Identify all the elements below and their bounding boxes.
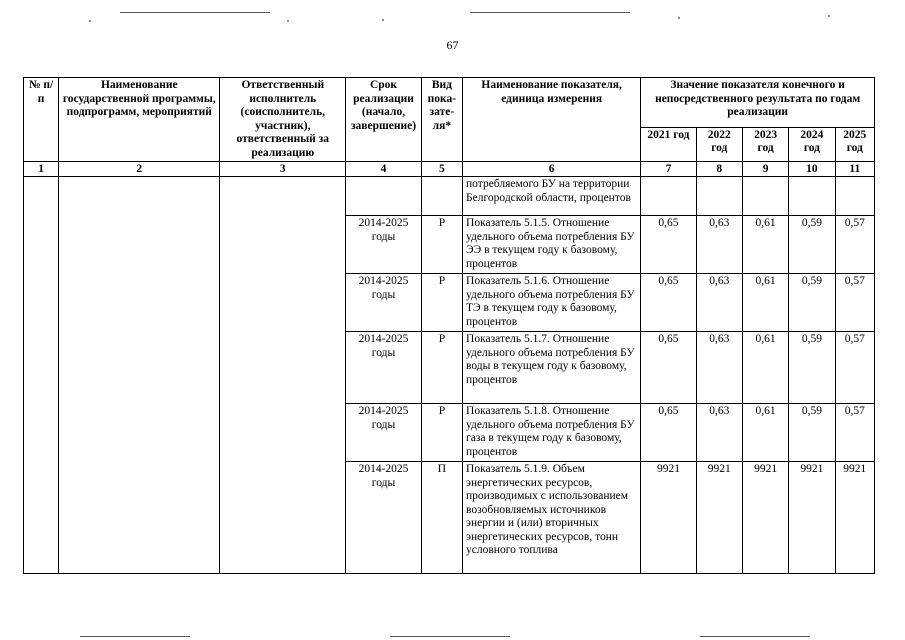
cell-period: 2014-2025 годы xyxy=(346,462,422,574)
cell-value-2021: 0,65 xyxy=(641,274,696,332)
scan-top-edge-line xyxy=(120,12,270,13)
column-numbers-row xyxy=(24,162,875,177)
cell-value-2024: 9921 xyxy=(789,462,835,574)
cell-value-2025: 0,57 xyxy=(835,274,874,332)
cell-value-2024: 0,59 xyxy=(789,404,835,462)
table-row xyxy=(24,177,875,216)
cell-period: 2014-2025 годы xyxy=(346,332,422,404)
scan-bottom-edge-line xyxy=(80,636,190,637)
column-number: 11 xyxy=(835,162,874,177)
cell-indicator: потребляемого БУ на территории Белгородской области, процентов xyxy=(463,177,641,216)
cell-value-2025: 0,57 xyxy=(835,332,874,404)
cell-value-2022: 9921 xyxy=(696,462,742,574)
cell-value-2022: 0,63 xyxy=(696,216,742,274)
cell-value-2023: 9921 xyxy=(742,462,788,574)
cell-period: 2014-2025 годы xyxy=(346,216,422,274)
header-col-program: Наименование государственной программы, подпрограмм, мероприятий xyxy=(59,78,220,162)
scan-bottom-edge-line xyxy=(390,636,510,637)
cell-value-2023: 0,61 xyxy=(742,216,788,274)
scan-speck xyxy=(287,20,289,22)
column-number: 5 xyxy=(421,162,462,177)
cell-value-2024: 0,59 xyxy=(789,332,835,404)
cell-value-2025 xyxy=(835,177,874,216)
cell-value-2021: 9921 xyxy=(641,462,696,574)
cell-type: Р xyxy=(421,216,462,274)
cell-type xyxy=(421,177,462,216)
header-col-period: Срок реализации (начало, завершение) xyxy=(346,78,422,162)
header-col-responsible: Ответственный исполнитель (соисполнитель, участник), ответственный за реализацию xyxy=(220,78,346,162)
header-year-2025: 2025 год xyxy=(835,127,874,161)
cell-number-empty xyxy=(24,177,59,574)
cell-value-2023: 0,61 xyxy=(742,274,788,332)
cell-indicator: Показатель 5.1.6. Отношение удельного объема потребления БУ ТЭ в текущем году к базовому, процентов xyxy=(463,274,641,332)
cell-value-2021: 0,65 xyxy=(641,404,696,462)
scan-top-edge-line xyxy=(470,12,630,13)
cell-value-2022 xyxy=(696,177,742,216)
cell-value-2025: 0,57 xyxy=(835,216,874,274)
header-row-1 xyxy=(24,78,875,128)
cell-responsible-empty xyxy=(220,177,346,574)
column-number: 7 xyxy=(641,162,696,177)
cell-type: П xyxy=(421,462,462,574)
cell-indicator: Показатель 5.1.7. Отношение удельного объема потребления БУ воды в текущем году к базовому, процентов xyxy=(463,332,641,404)
cell-value-2024: 0,59 xyxy=(789,216,835,274)
header-year-2023: 2023 год xyxy=(742,127,788,161)
header-year-2022: 2022 год xyxy=(696,127,742,161)
column-number: 1 xyxy=(24,162,59,177)
cell-value-2025: 0,57 xyxy=(835,404,874,462)
scan-bottom-edge-line xyxy=(700,636,810,637)
header-values-group: Значение показателя конечного и непосредственного результата по годам реализации xyxy=(641,78,875,128)
cell-value-2024: 0,59 xyxy=(789,274,835,332)
cell-value-2021: 0,65 xyxy=(641,216,696,274)
cell-indicator: Показатель 5.1.9. Объем энергетических ресурсов, производимых с использованием возобновляемых источников энергии и (или) вторичных энергетических ресурсов, тонн условного топлива xyxy=(463,462,641,574)
scan-speck xyxy=(678,17,680,19)
header-col-indicator: Наименование показателя, единица измерения xyxy=(463,78,641,162)
cell-value-2023 xyxy=(742,177,788,216)
header-year-2021: 2021 год xyxy=(641,127,696,161)
cell-value-2022: 0,63 xyxy=(696,274,742,332)
header-col-number: № п/п xyxy=(24,78,59,162)
header-year-2024: 2024 год xyxy=(789,127,835,161)
cell-period: 2014-2025 годы xyxy=(346,404,422,462)
indicators-table xyxy=(23,77,875,574)
column-number: 6 xyxy=(463,162,641,177)
column-number: 8 xyxy=(696,162,742,177)
cell-period: 2014-2025 годы xyxy=(346,274,422,332)
scan-speck xyxy=(828,15,830,17)
cell-value-2025: 9921 xyxy=(835,462,874,574)
cell-value-2021: 0,65 xyxy=(641,332,696,404)
cell-value-2022: 0,63 xyxy=(696,332,742,404)
scan-speck xyxy=(89,20,91,22)
cell-value-2021 xyxy=(641,177,696,216)
cell-indicator: Показатель 5.1.8. Отношение удельного объема потребления БУ газа в текущем году к базовому, процентов xyxy=(463,404,641,462)
cell-value-2022: 0,63 xyxy=(696,404,742,462)
column-number: 4 xyxy=(346,162,422,177)
scan-speck xyxy=(382,19,384,21)
page-number: 67 xyxy=(446,38,459,52)
cell-type: Р xyxy=(421,404,462,462)
cell-type: Р xyxy=(421,332,462,404)
column-number: 3 xyxy=(220,162,346,177)
header-col-type: Вид пока-зате-ля* xyxy=(421,78,462,162)
cell-indicator: Показатель 5.1.5. Отношение удельного объема потребления БУ ЭЭ в текущем году к базовому, процентов xyxy=(463,216,641,274)
cell-value-2023: 0,61 xyxy=(742,332,788,404)
column-number: 9 xyxy=(742,162,788,177)
cell-value-2024 xyxy=(789,177,835,216)
cell-value-2023: 0,61 xyxy=(742,404,788,462)
column-number: 10 xyxy=(789,162,835,177)
cell-type: Р xyxy=(421,274,462,332)
column-number: 2 xyxy=(59,162,220,177)
cell-period xyxy=(346,177,422,216)
cell-program-empty xyxy=(59,177,220,574)
